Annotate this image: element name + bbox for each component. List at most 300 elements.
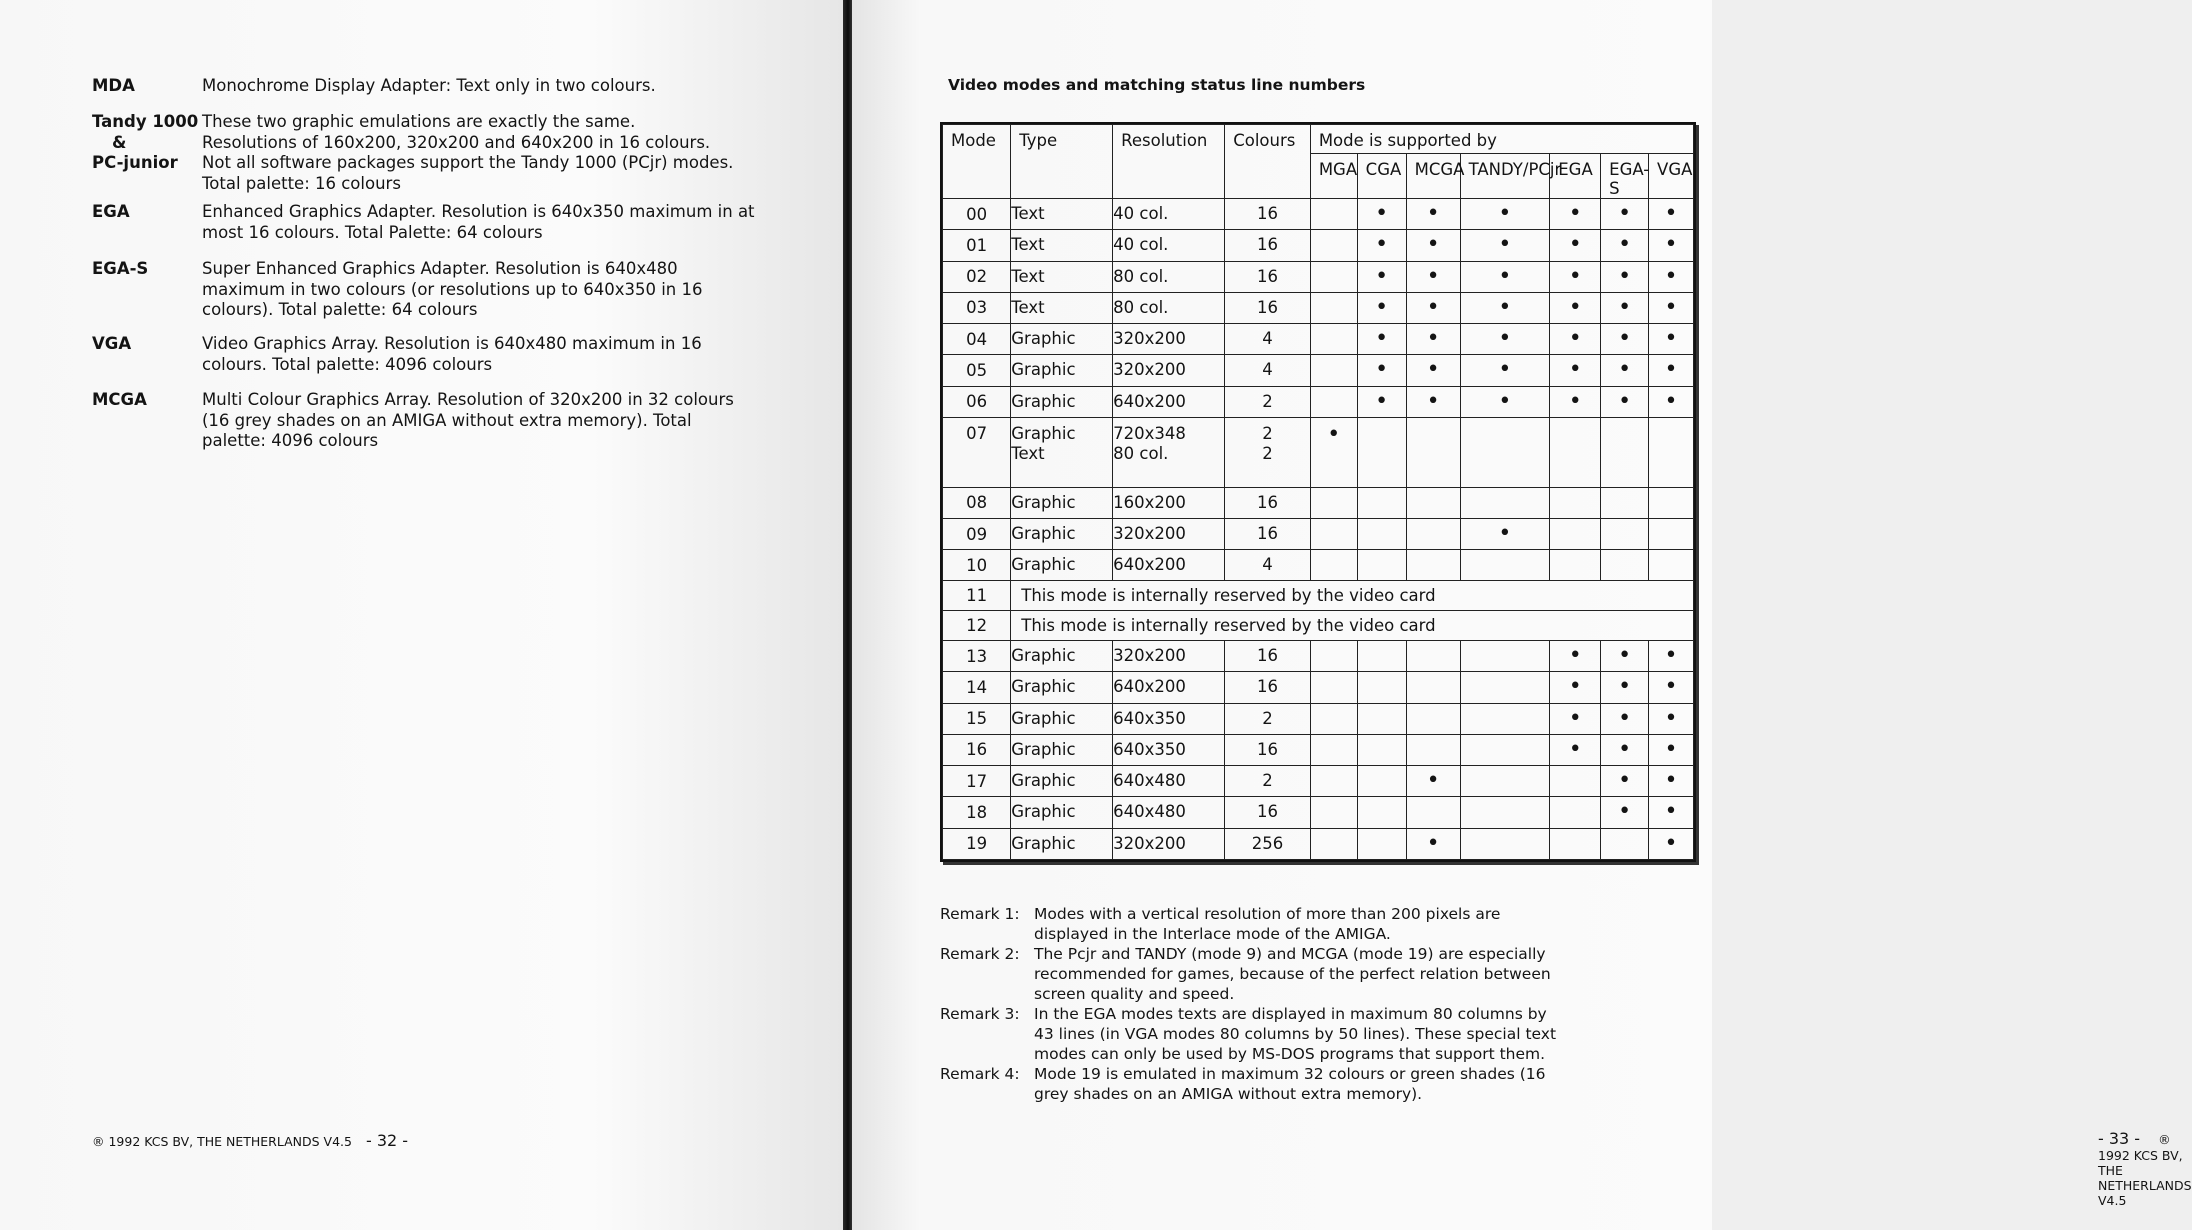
support-cell — [1649, 386, 1694, 417]
support-dot-icon: • — [1664, 357, 1678, 383]
table-row — [943, 230, 1694, 261]
colours-cell — [1225, 703, 1311, 734]
support-dot-icon: • — [1664, 232, 1678, 258]
colours-cell — [1225, 355, 1311, 386]
definition-text — [202, 259, 782, 321]
table-row — [943, 641, 1694, 672]
colours-cell — [1225, 797, 1311, 828]
support-cell — [1357, 324, 1406, 355]
support-dot-icon: • — [1426, 232, 1440, 258]
support-cell — [1601, 261, 1649, 292]
resolution-cell — [1113, 417, 1225, 487]
support-cell — [1649, 417, 1694, 487]
resolution-cell — [1113, 324, 1225, 355]
table-row — [943, 487, 1694, 518]
support-cell — [1460, 550, 1550, 581]
colours-cell — [1225, 518, 1311, 549]
support-dot-icon: • — [1568, 705, 1582, 731]
type-cell — [1011, 230, 1113, 261]
remark-line: In the EGA modes texts are displayed in maximum 80 columns by — [1034, 1005, 1547, 1023]
right-footer — [2098, 1129, 2192, 1208]
term-line: Tandy 1000 — [92, 112, 199, 131]
remark-item — [940, 944, 1630, 1004]
resolution-cell — [1113, 292, 1225, 323]
support-dot-icon: • — [1618, 388, 1632, 414]
support-cell — [1550, 199, 1601, 230]
table-row — [943, 734, 1694, 765]
support-cell — [1357, 550, 1406, 581]
resolution-line: 640x350 — [1113, 708, 1186, 728]
support-cell — [1357, 355, 1406, 386]
colours-line: 4 — [1262, 329, 1273, 349]
support-cell — [1550, 261, 1601, 292]
definition-term — [92, 259, 202, 321]
term-line: MDA — [92, 76, 135, 95]
support-cell — [1550, 355, 1601, 386]
definition-line: palette: 4096 colours — [202, 431, 379, 450]
support-cell — [1460, 324, 1550, 355]
support-cell — [1460, 734, 1550, 765]
support-dot-icon: • — [1568, 388, 1582, 414]
mode-cell: 04 — [943, 324, 1011, 355]
support-cell — [1310, 641, 1357, 672]
resolution-line: 320x200 — [1113, 360, 1186, 380]
support-dot-icon: • — [1568, 294, 1582, 320]
table-row — [943, 518, 1694, 549]
support-cell — [1310, 355, 1357, 386]
support-cell — [1460, 703, 1550, 734]
colours-line: 16 — [1257, 646, 1279, 666]
support-cell — [1310, 324, 1357, 355]
support-cell — [1460, 766, 1550, 797]
term-line: PC-junior — [92, 153, 178, 172]
definition-term — [92, 390, 202, 452]
support-cell — [1357, 518, 1406, 549]
term-line: & — [112, 132, 127, 152]
support-cell — [1357, 417, 1406, 487]
resolution-line: 640x350 — [1113, 739, 1186, 759]
support-cell — [1601, 230, 1649, 261]
definition-term — [92, 76, 202, 97]
support-dot-icon: • — [1498, 521, 1512, 547]
support-cell — [1310, 550, 1357, 581]
term-line: VGA — [92, 334, 132, 353]
support-dot-icon: • — [1618, 294, 1632, 320]
remark-line: The Pcjr and TANDY (mode 9) and MCGA (mode 19) are especially — [1034, 945, 1546, 963]
resolution-line: 80 col. — [1113, 266, 1169, 286]
support-cell — [1357, 797, 1406, 828]
resolution-cell — [1113, 355, 1225, 386]
support-cell — [1460, 641, 1550, 672]
definition-line: Resolutions of 160x200, 320x200 and 640x200 in 16 colours. — [202, 132, 711, 152]
support-cell — [1357, 641, 1406, 672]
resolution-cell — [1113, 199, 1225, 230]
type-cell — [1011, 703, 1113, 734]
type-cell — [1011, 828, 1113, 860]
support-dot-icon: • — [1426, 294, 1440, 320]
support-dot-icon: • — [1498, 357, 1512, 383]
adapter-header: CGA — [1357, 154, 1406, 199]
support-cell — [1357, 292, 1406, 323]
mode-cell: 02 — [943, 261, 1011, 292]
type-line: Text — [1011, 297, 1045, 317]
remark-line: 43 lines (in VGA modes 80 columns by 50 lines). These special text — [1034, 1025, 1557, 1043]
support-cell — [1460, 199, 1550, 230]
support-dot-icon: • — [1664, 705, 1678, 731]
remark-label: Remark 4: — [940, 1065, 1020, 1083]
video-modes-table — [940, 122, 1696, 862]
support-cell — [1649, 518, 1694, 549]
support-cell — [1601, 766, 1649, 797]
type-line: Graphic — [1011, 771, 1076, 791]
remark-item — [940, 904, 1630, 944]
definition-line: These two graphic emulations are exactly the same. — [202, 112, 636, 131]
resolution-line: 80 col. — [1113, 443, 1169, 463]
remark-line: displayed in the Interlace mode of the AMIGA. — [1034, 925, 1391, 943]
support-dot-icon: • — [1618, 674, 1632, 700]
definition-line: (16 grey shades on an AMIGA without extra memory). Total — [202, 410, 692, 430]
support-cell — [1406, 417, 1460, 487]
support-cell — [1550, 417, 1601, 487]
support-cell — [1601, 734, 1649, 765]
support-cell — [1357, 734, 1406, 765]
support-cell — [1310, 797, 1357, 828]
resolution-line: 40 col. — [1113, 204, 1169, 224]
colours-cell — [1225, 292, 1311, 323]
header-type: Type — [1011, 125, 1113, 199]
mode-cell: 06 — [943, 386, 1011, 417]
support-cell — [1649, 199, 1694, 230]
resolution-line: 640x200 — [1113, 555, 1186, 575]
definition-line: Video Graphics Array. Resolution is 640x480 maximum in 16 — [202, 334, 702, 353]
support-cell — [1550, 230, 1601, 261]
support-cell — [1357, 703, 1406, 734]
colours-line: 2 — [1262, 771, 1273, 791]
support-cell — [1310, 828, 1357, 860]
type-line: Graphic — [1011, 423, 1076, 443]
type-cell — [1011, 734, 1113, 765]
resolution-cell — [1113, 703, 1225, 734]
support-cell — [1550, 672, 1601, 703]
mode-cell: 00 — [943, 199, 1011, 230]
resolution-line: 320x200 — [1113, 646, 1186, 666]
resolution-cell — [1113, 261, 1225, 292]
support-cell — [1649, 261, 1694, 292]
support-cell — [1357, 386, 1406, 417]
mode-cell: 12 — [943, 611, 1011, 641]
support-cell — [1406, 550, 1460, 581]
support-cell — [1601, 641, 1649, 672]
type-line: Text — [1011, 443, 1045, 463]
table-row — [943, 417, 1694, 487]
header-resolution: Resolution — [1113, 125, 1225, 199]
support-cell — [1406, 292, 1460, 323]
type-cell — [1011, 672, 1113, 703]
support-dot-icon: • — [1498, 294, 1512, 320]
support-dot-icon: • — [1426, 357, 1440, 383]
colours-line: 4 — [1262, 360, 1273, 380]
colours-line: 4 — [1262, 555, 1273, 575]
support-cell — [1550, 386, 1601, 417]
remarks — [940, 904, 1630, 1104]
remark-line: Modes with a vertical resolution of more than 200 pixels are — [1034, 905, 1501, 923]
support-cell — [1649, 766, 1694, 797]
mode-cell: 01 — [943, 230, 1011, 261]
support-dot-icon: • — [1568, 674, 1582, 700]
mode-cell: 07 — [943, 417, 1011, 487]
support-cell — [1601, 199, 1649, 230]
colours-line: 16 — [1257, 492, 1279, 512]
support-cell — [1310, 292, 1357, 323]
support-cell — [1357, 828, 1406, 860]
colours-cell — [1225, 324, 1311, 355]
type-cell — [1011, 641, 1113, 672]
definition-line: Not all software packages support the Tandy 1000 (PCjr) modes. — [202, 153, 734, 172]
support-cell — [1649, 641, 1694, 672]
support-cell — [1550, 703, 1601, 734]
support-cell — [1460, 417, 1550, 487]
support-cell — [1649, 703, 1694, 734]
support-dot-icon: • — [1664, 674, 1678, 700]
support-dot-icon: • — [1664, 830, 1678, 856]
support-cell — [1550, 550, 1601, 581]
colours-line: 16 — [1257, 235, 1279, 255]
adapter-header: MCGA — [1406, 154, 1460, 199]
mode-cell: 15 — [943, 703, 1011, 734]
type-line: Text — [1011, 204, 1045, 224]
support-cell — [1601, 386, 1649, 417]
support-dot-icon: • — [1664, 294, 1678, 320]
support-cell — [1649, 828, 1694, 860]
support-cell — [1406, 734, 1460, 765]
mode-cell: 11 — [943, 581, 1011, 611]
support-cell — [1601, 417, 1649, 487]
colours-cell — [1225, 734, 1311, 765]
support-dot-icon: • — [1664, 201, 1678, 227]
definition-line: colours. Total palette: 4096 colours — [202, 354, 493, 374]
support-dot-icon: • — [1568, 263, 1582, 289]
resolution-line: 720x348 — [1113, 423, 1186, 443]
definition-item — [92, 112, 782, 194]
definition-line: colours). Total palette: 64 colours — [202, 300, 478, 319]
support-cell — [1310, 487, 1357, 518]
colours-cell — [1225, 550, 1311, 581]
reserved-note: This mode is internally reserved by the video card — [1011, 611, 1694, 641]
definition-text — [202, 76, 782, 97]
support-dot-icon: • — [1618, 643, 1632, 669]
colours-line: 16 — [1257, 739, 1279, 759]
colours-line: 256 — [1251, 833, 1284, 853]
mode-cell: 08 — [943, 487, 1011, 518]
support-cell — [1357, 487, 1406, 518]
support-cell — [1550, 518, 1601, 549]
support-cell — [1601, 518, 1649, 549]
left-page — [0, 0, 846, 1230]
colours-cell — [1225, 199, 1311, 230]
resolution-cell — [1113, 734, 1225, 765]
support-cell — [1406, 828, 1460, 860]
type-line: Graphic — [1011, 802, 1076, 822]
remark-item — [940, 1064, 1630, 1104]
resolution-cell — [1113, 828, 1225, 860]
support-dot-icon: • — [1568, 357, 1582, 383]
support-dot-icon: • — [1568, 643, 1582, 669]
support-cell — [1406, 324, 1460, 355]
support-cell — [1460, 230, 1550, 261]
table-row — [943, 292, 1694, 323]
support-cell — [1310, 386, 1357, 417]
definition-text — [202, 112, 782, 194]
support-dot-icon: • — [1618, 263, 1632, 289]
support-cell — [1406, 230, 1460, 261]
support-dot-icon: • — [1664, 388, 1678, 414]
support-cell — [1310, 734, 1357, 765]
support-cell — [1406, 672, 1460, 703]
support-dot-icon: • — [1498, 326, 1512, 352]
support-dot-icon: • — [1618, 705, 1632, 731]
remark-line: screen quality and speed. — [1034, 985, 1235, 1003]
support-cell — [1310, 261, 1357, 292]
support-cell — [1460, 672, 1550, 703]
type-line: Text — [1011, 235, 1045, 255]
support-cell — [1550, 292, 1601, 323]
definition-line: Multi Colour Graphics Array. Resolution of 320x200 in 32 colours — [202, 390, 734, 409]
support-dot-icon: • — [1618, 799, 1632, 825]
table-row — [943, 199, 1694, 230]
support-cell — [1406, 199, 1460, 230]
support-cell — [1649, 734, 1694, 765]
support-cell — [1649, 355, 1694, 386]
table-row — [943, 550, 1694, 581]
colours-line: 16 — [1257, 524, 1279, 544]
definition-item — [92, 259, 782, 321]
definition-line: maximum in two colours (or resolutions up to 640x350 in 16 — [202, 279, 703, 299]
mode-cell: 03 — [943, 292, 1011, 323]
support-cell — [1649, 672, 1694, 703]
support-dot-icon: • — [1568, 201, 1582, 227]
support-dot-icon: • — [1426, 201, 1440, 227]
support-cell — [1310, 703, 1357, 734]
support-cell — [1460, 518, 1550, 549]
resolution-cell — [1113, 672, 1225, 703]
support-dot-icon: • — [1618, 201, 1632, 227]
support-cell — [1460, 487, 1550, 518]
resolution-line: 640x480 — [1113, 802, 1186, 822]
support-dot-icon: • — [1426, 326, 1440, 352]
header-colours: Colours — [1225, 125, 1311, 199]
support-cell — [1406, 703, 1460, 734]
support-cell — [1550, 797, 1601, 828]
support-cell — [1357, 672, 1406, 703]
type-cell — [1011, 324, 1113, 355]
support-dot-icon: • — [1618, 357, 1632, 383]
type-line: Text — [1011, 266, 1045, 286]
support-cell — [1460, 386, 1550, 417]
support-dot-icon: • — [1618, 736, 1632, 762]
remark-label: Remark 3: — [940, 1005, 1020, 1023]
definition-term — [92, 202, 202, 243]
support-cell — [1601, 487, 1649, 518]
support-dot-icon: • — [1664, 326, 1678, 352]
support-cell — [1460, 261, 1550, 292]
type-line: Graphic — [1011, 555, 1076, 575]
support-cell — [1406, 518, 1460, 549]
support-cell — [1460, 828, 1550, 860]
support-cell — [1460, 797, 1550, 828]
resolution-cell — [1113, 641, 1225, 672]
support-dot-icon: • — [1426, 263, 1440, 289]
support-dot-icon: • — [1664, 768, 1678, 794]
colours-cell — [1225, 386, 1311, 417]
type-cell — [1011, 292, 1113, 323]
type-cell — [1011, 261, 1113, 292]
table-row — [943, 703, 1694, 734]
resolution-line: 160x200 — [1113, 492, 1186, 512]
support-dot-icon: • — [1375, 294, 1389, 320]
table-row — [943, 828, 1694, 860]
colours-cell — [1225, 230, 1311, 261]
support-cell — [1550, 487, 1601, 518]
colours-line: 2 — [1262, 443, 1273, 463]
type-line: Graphic — [1011, 708, 1076, 728]
remark-item — [940, 1004, 1630, 1064]
colours-cell — [1225, 828, 1311, 860]
resolution-line: 40 col. — [1113, 235, 1169, 255]
support-cell — [1310, 230, 1357, 261]
table-row — [943, 672, 1694, 703]
resolution-line: 320x200 — [1113, 833, 1186, 853]
remark-line: Mode 19 is emulated in maximum 32 colours or green shades (16 — [1034, 1065, 1546, 1083]
left-footer — [92, 1131, 408, 1150]
support-cell — [1310, 518, 1357, 549]
type-line: Graphic — [1011, 391, 1076, 411]
support-cell — [1406, 355, 1460, 386]
support-cell — [1310, 417, 1357, 487]
support-dot-icon: • — [1664, 736, 1678, 762]
table-row — [943, 797, 1694, 828]
support-cell — [1649, 797, 1694, 828]
remark-line: modes can only be used by MS-DOS programs that support them. — [1034, 1045, 1546, 1063]
support-dot-icon: • — [1618, 232, 1632, 258]
adapter-header: MGA — [1310, 154, 1357, 199]
header-supported-by: Mode is supported by — [1310, 125, 1693, 154]
support-cell — [1460, 292, 1550, 323]
support-cell — [1406, 641, 1460, 672]
page-number: - 33 - — [2098, 1129, 2141, 1148]
colours-cell — [1225, 672, 1311, 703]
page-number: - 32 - — [365, 1131, 409, 1150]
support-cell — [1550, 828, 1601, 860]
remark-line: grey shades on an AMIGA without extra memory). — [1034, 1085, 1423, 1103]
mode-cell: 10 — [943, 550, 1011, 581]
mode-cell: 17 — [943, 766, 1011, 797]
type-line: Graphic — [1011, 739, 1076, 759]
resolution-cell — [1113, 518, 1225, 549]
colours-cell — [1225, 261, 1311, 292]
support-cell — [1649, 292, 1694, 323]
term-line: MCGA — [92, 390, 147, 409]
table-heading: Video modes and matching status line numbers — [948, 76, 1366, 94]
definition-item — [92, 390, 782, 452]
support-dot-icon: • — [1426, 768, 1440, 794]
support-cell — [1601, 672, 1649, 703]
type-line: Graphic — [1011, 524, 1076, 544]
resolution-line: 80 col. — [1113, 297, 1169, 317]
support-cell — [1601, 828, 1649, 860]
resolution-cell — [1113, 550, 1225, 581]
support-cell — [1406, 487, 1460, 518]
type-line: Graphic — [1011, 329, 1076, 349]
